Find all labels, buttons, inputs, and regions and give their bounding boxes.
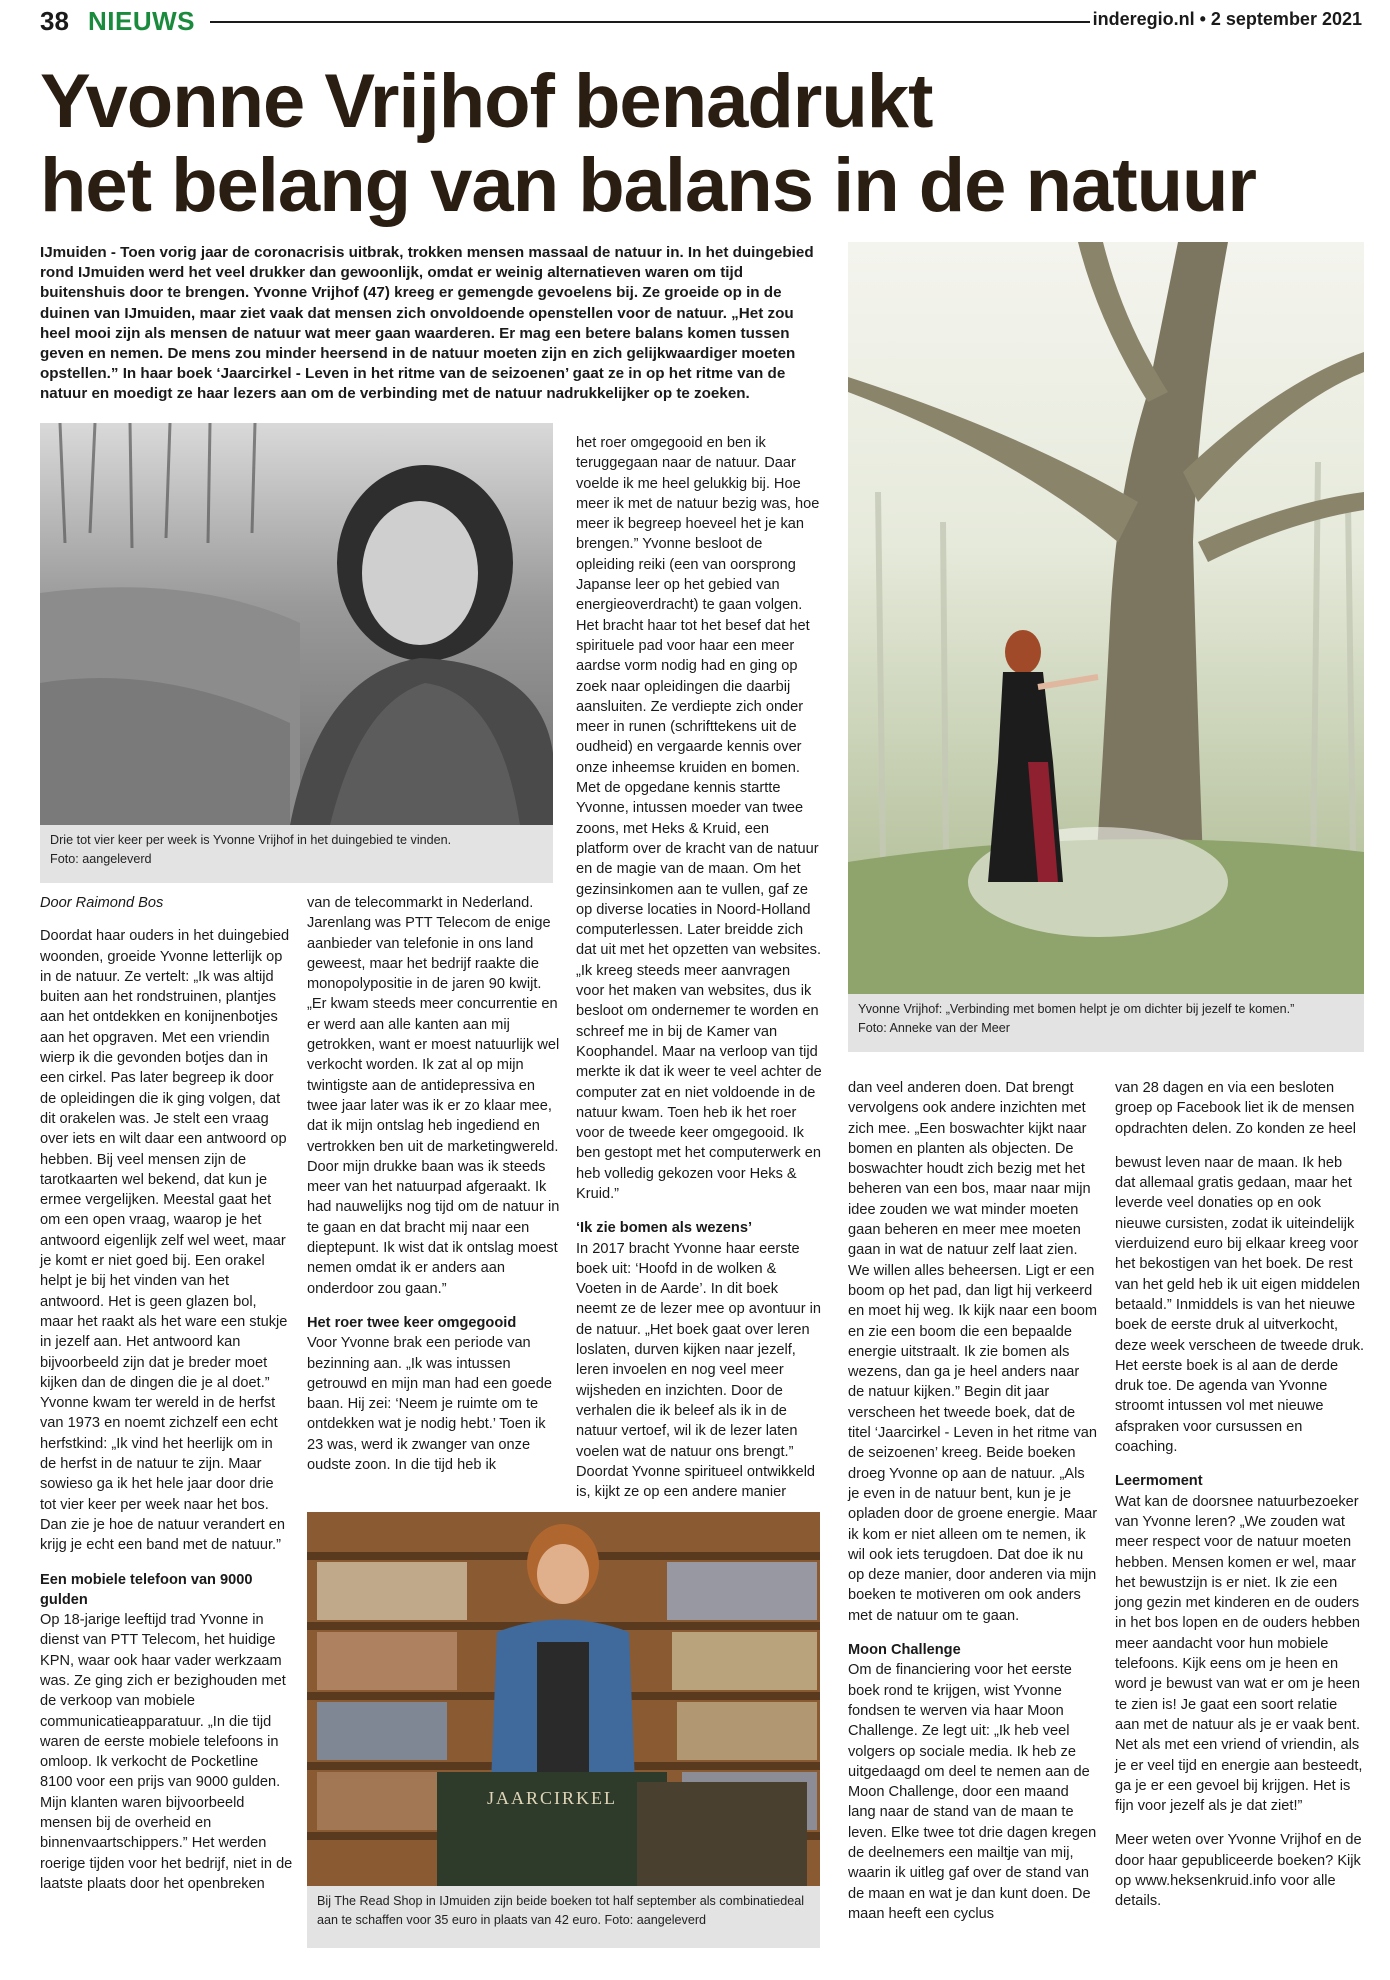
col5-paragraph-1: van 28 dagen en via een besloten groep op Facebook liet ik de mensen opdrachten delen. Zo konden ze heel	[1115, 1080, 1356, 1137]
article-column-5	[1115, 1078, 1365, 1912]
subheading-helm: Het roer twee keer omgegooid	[307, 1314, 517, 1331]
bookshop-caption: Bij The Read Shop in IJmuiden zijn beide boeken tot half september als combinatiedeal aan te schaffen voor 35 euro in plaats van 42 euro. Foto: aangeleverd	[307, 1886, 820, 1948]
tree-photo-image	[848, 242, 1364, 994]
col5-paragraph-3: Wat kan de doorsnee natuurbezoeker van Yvonne leren? „We zouden wat meer respect voor de natuur moeten hebben. Mensen komen er wel, maar het bewustzijn is er niet. Ik zie een jong gezin met kinderen en de ouders in het bos lopen en de ouders hebben meer aandacht voor hun mobiele telefoons. Kijk eens om je heen en word je bewust van wat er om je heen te zien is! Je gaat een soort relatie aan met de natuur als je er vaak bent. Net als met een vriend of vriendin, als je er veel tijd en energie aan besteedt, ga je er een gevoel bij krijgen. Het is fijn voor jezelf als je dat ziet!”	[1115, 1493, 1363, 1815]
tree-caption: Yvonne Vrijhof: „Verbinding met bomen helpt je om dichter bij jezelf te komen.” Foto: Anneke van der Meer	[848, 994, 1364, 1052]
portrait-caption: Drie tot vier keer per week is Yvonne Vrijhof in het duingebied te vinden. Foto: aangeleverd	[40, 825, 553, 883]
col5-paragraph-4: Meer weten over Yvonne Vrijhof en de door haar gepubliceerde boeken? Kijk op www.heksenkruid.info voor alle details.	[1115, 1832, 1362, 1910]
col1-paragraph-1: Doordat haar ouders in het duingebied woonden, groeide Yvonne letterlijk op in de natuur. Ze vertelt: „Ik was altijd buiten aan het rondstruinen, plantjes aan het ontdekken en konijnenbotjes aan het opgraven. Met een vriendin wierp ik die gevonden botjes dan in een cirkel. Pas later begreep ik door de opleidingen die ik ging volgen, dat dit orakelen was. Je stelt een vraag over iets en wilt daar een antwoord op hebben. Bij veel mensen zijn de tarotkaarten wel bekend, dat kun je ermee vergelijken. Meestal gaat het om een open vraag, waarop je het antwoord eigenlijk zelf wel weet, maar je komt er niet goed bij. Een orakel helpt je bij het vinden van het antwoord. Het is geen glazen bol, maar het raakt als het ware een stukje in jezelf aan. Het antwoord kan bijvoorbeeld zijn dat je breder moet kijken dan de dingen die je al doet.” Yvonne kwam ter wereld in de herfst van 1973 en noemt zichzelf een echt herfstkind: „Ik vind het heerlijk om in de herfst in de natuur te zijn. Maar sowieso ga ik het hele jaar door drie tot vier keer per week naar het bos. Dan zie je hoe de natuur verandert en krijg je echt een band met de natuur.”	[40, 928, 290, 1554]
col4-paragraph-1: dan veel anderen doen. Dat brengt vervolgens ook andere inzichten met zich mee. „Een boswachter kijkt naar bomen en planten als objecten. De boswachter houdt zich bezig met het beheren van een bos, maar naar mijn idee zouden we wat minder moeten gaan beheren en meer mee moeten gaan in wat de natuur zelf laat zien. We willen alles beheersen. Ligt er een boom op het pad, dan ligt hij verkeerd en moet hij weg. Ik kijk naar een boom en zie een boom die een bepaalde energie uitstraalt. Ik zie bomen als wezens, dan ga je heel anders naar de natuur kijken.” Begin dit jaar verscheen het tweede boek, dat de titel ‘Jaarcirkel - Leven in het ritme van de seizoenen’ kreeg. Beide boeken droeg Yvonne op aan de natuur. „Als je even in de natuur bent, kun je je opladen door de groene energie. Maar ik kom er niet alleen om te nemen, ik wil ook iets terugdoen. Dat doe ik nu op deze manier, door anderen via mijn boeken te motiveren om ook anders met de natuur om te gaan.	[848, 1080, 1098, 1624]
col1-paragraph-2: Op 18-jarige leeftijd trad Yvonne in dienst van PTT Telecom, het huidige KPN, waar ook haar vader werkzaam was. Ze ging zich er bezighouden met de verkoop van mobiele communicatieapparatuur. „In die tijd waren de eerste mobiele telefoons in omloop. Ik verkocht de Pocketline 8100 voor een prijs van 9000 gulden. Mijn klanten waren bijvoorbeeld mensen bij de overheid en binnenvaartschippers.” Het werden roerige tijden voor het bedrijf, niet in de laatste plaats door het openbreken	[40, 1612, 293, 1892]
bookshop-photo	[307, 1512, 820, 1886]
portrait-photo-image	[40, 423, 553, 825]
article-column-1	[40, 893, 293, 1894]
headline-line-1: Yvonne Vrijhof benadrukt	[40, 59, 933, 144]
portrait-photo	[40, 423, 553, 825]
section-label: NIEUWS	[88, 6, 195, 36]
subheading-mobile-phone: Een mobiele telefoon van 9000 gulden	[40, 1571, 253, 1608]
col3-paragraph-1: het roer omgegooid en ben ik teruggegaan naar de natuur. Daar voelde ik me heel gelukkig bij. Hoe meer ik met de natuur bezig was, hoe meer ik begreep hoeveel het je kan brengen.” Yvonne besloot de opleiding reiki (een van oorsprong Japanse leer op het gebied van energieoverdracht) te gaan volgen. Het bracht haar tot het besef dat het spirituele pad voor haar een meer aardse vorm nodig had en ging op zoek naar opleidingen die daarbij aansluiten. Ze verdiepte zich onder meer in runen (schrifttekens uit de oudheid) en vergaarde kennis over onze inheemse kruiden en bomen. Met de opgedane kennis startte Yvonne, intussen moeder van twee zoons, met Heks & Kruid, een platform over de kracht van de natuur en de magie van de maan. Om het gezinsinkomen aan te vullen, gaf ze op diverse locaties in Noord-Holland computerlessen. Later breidde zich dat uit met het opzetten van websites. „Ik kreeg steeds meer aanvragen voor het maken van websites, dus ik besloot om ondernemer te worden en schreef me in bij de Kamer van Koophandel. Maar na verloop van tijd merkte ik dat ik weer te veel achter de computer zat en niet voldoende in de natuur kwam. Toen heb ik het roer voor de tweede keer omgegooid. Ik ben gestopt met het computerwerk en heb volledig gekozen voor Heks & Kruid.”	[576, 435, 822, 1202]
col5-paragraph-2: bewust leven naar de maan. Ik heb dat allemaal gratis gedaan, maar het leverde veel donaties op en ook nieuwe cursisten, zodat ik uiteindelijk vierduizend euro bij elkaar kreeg voor het bekostigen van het boek. De rest van het geld heb ik uit eigen middelen betaald.” Inmiddels is van het nieuwe boek de eerste druk al uitverkocht, deze week verscheen de tweede druk. Het eerste boek is al aan de derde druk toe. De agenda van Yvonne stroomt intussen vol met nieuwe afspraken voor cursussen en coaching.	[1115, 1154, 1365, 1456]
col2-paragraph-1: van de telecommarkt in Nederland. Jarenlang was PTT Telecom de enige aanbieder van telefonie in ons land geweest, maar het bedrijf raakte die monopolypositie in de jaren 90 kwijt. „Er kwam steeds meer concurrentie en er werd aan alle kanten aan mij getrokken, want er moest natuurlijk wel verkocht worden. Ik zat al op mijn twintigste aan de antidepressiva en twee jaar later was ik er zo klaar mee, dat ik mijn ontslag heb ingediend en vertrokken ben uit de marketingwereld. Door mijn drukke baan was ik steeds meer van het natuurpad afgeraakt. Ik had nauwelijks nog tijd om de natuur in te gaan en dat bracht mij naar een dieptepunt. Ik wist dat ik ontslag moest nemen omdat ik er anders aan onderdoor zou gaan.”	[307, 895, 560, 1297]
byline: Door Raimond Bos	[40, 895, 164, 911]
intro-paragraph: IJmuiden - Toen vorig jaar de coronacrisis uitbrak, trokken mensen massaal de natuur in. In het duingebied rond IJmuiden werd het veel drukker dan gewoonlijk, omdat er weinig alternatieven waren om tijd buitenshuis door te brengen. Yvonne Vrijhof (47) kreeg er gemengde gevoelens bij. Ze groeide op in de duinen van IJmuiden, maar ziet vaak dat mensen zich onvoldoende openstellen voor de natuur. „Het zou heel mooi zijn als mensen de natuur wat meer gaan waarderen. Er mag een betere balans komen tussen geven en nemen. De mens zou minder heersend in de natuur moeten zijn en zich gelijkwaardiger moeten opstellen.” In haar boek ‘Jaarcirkel - Leven in het ritme van de seizoenen’ gaat ze in op het ritme van de natuur en moedigt ze haar lezers aan om de verbinding met de natuur nadrukkelijker op te zoeken.	[40, 244, 814, 403]
tree-photo	[848, 242, 1364, 994]
subheading-trees: ‘Ik zie bomen als wezens’	[576, 1220, 753, 1237]
col3-paragraph-2: In 2017 bracht Yvonne haar eerste boek uit: ‘Hoofd in de wolken & Voeten in de Aarde’. In dit boek neemt ze de lezer mee op avontuur in de natuur. „Het boek gaat over leren loslaten, durven kijken naar jezelf, leren invoelen en nog veel meer wijsheden en inzichten. Door de verhalen die ik beleef als ik in de natuur vertoef, wil ik de lezer laten voelen wat de natuur ons brengt.” Doordat Yvonne spiritueel ontwikkeld is, kijkt ze op een andere manier	[576, 1240, 821, 1501]
bookshop-photo-image	[307, 1512, 820, 1886]
subheading-lesson: Leermoment	[1115, 1473, 1203, 1490]
article-column-3	[576, 433, 822, 1502]
headline	[40, 60, 1260, 228]
article-column-2	[307, 893, 560, 1475]
article-column-4	[848, 1078, 1098, 1924]
col2-paragraph-2: Voor Yvonne brak een periode van bezinning aan. „Ik was intussen getrouwd en mijn man had een goede baan. Hij zei: ‘Neem je ruimte om te ontdekken wat je nodig hebt.’ Toen ik 23 was, werd ik zwanger van onze oudste zoon. In die tijd heb ik	[307, 1335, 553, 1474]
site-and-date: inderegio.nl • 2 september 2021	[1092, 9, 1362, 29]
subheading-moon-challenge: Moon Challenge	[848, 1642, 961, 1659]
book-cover-title: JAARCIRKEL	[486, 1788, 618, 1808]
page-number: 38	[40, 6, 69, 36]
headline-line-2: het belang van balans in de natuur	[40, 143, 1256, 228]
header-rule	[210, 21, 1090, 23]
col4-paragraph-2: Om de financiering voor het eerste boek rond te krijgen, wist Yvonne fondsen te werven via haar Moon Challenge. Ze legt uit: „Ik heb veel volgers op sociale media. Ik heb ze uitgedaagd om deel te nemen aan de Moon Challenge, door een maand lang naar de stand van de maan te leven. Elke twee tot drie dagen kregen de deelnemers een mailtje van mij, waarin ik uitleg gaf over de stand van de maan en wat je dan kunt doen. De maan heeft een cyclus	[848, 1662, 1097, 1922]
